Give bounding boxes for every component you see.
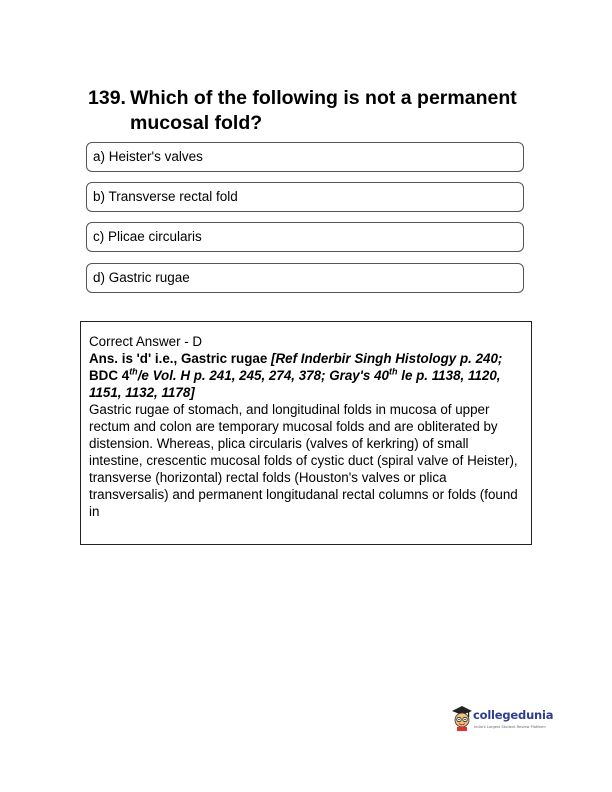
reference-3: p. 1138, 1120, 1151, 1132, 1178] — [89, 368, 501, 400]
brand-tagline: India's Largest Student Review Platform — [474, 725, 546, 729]
question — [88, 86, 528, 136]
graduate-mascot-icon — [451, 704, 473, 732]
answer-reference — [89, 350, 519, 401]
collegedunia-logo — [451, 704, 554, 734]
reference-2: /e Vol. H p. 241, 245, 274, 378; Gray's 40 — [137, 368, 389, 383]
bdc-sup: th — [129, 366, 138, 377]
option-a[interactable]: a) Heister's valves — [86, 142, 524, 172]
correct-answer: Correct Answer - D — [89, 334, 203, 349]
question-text: Which of the following is not a permanent mucosal fold? — [130, 87, 517, 134]
option-b[interactable]: b) Transverse rectal fold — [86, 182, 524, 212]
answer-prefix: Ans. is 'd' i.e., Gastric rugae — [89, 351, 271, 366]
answer-explanation: Gastric rugae of stomach, and longitudinal folds in mucosa of upper rectum and colon are temporary mucosal folds and are obliterated by distension. Whereas, plica circularis (valves of kerkring) of small intestine, crescentic mucosal folds of cystic duct (spiral valve of Heister), transverse (horizontal) rectal folds (Houston's valves or plica transversalis) and permanent longitudanal rectal columns or folds (found in — [89, 402, 518, 519]
question-number: 139. — [88, 87, 126, 109]
le-text: le — [397, 368, 413, 383]
bdc-text: BDC 4 — [89, 368, 130, 383]
brand-name: collegedunia — [473, 708, 554, 722]
option-c[interactable]: c) Plicae circularis — [86, 222, 524, 252]
reference-1: [Ref Inderbir Singh Histology p. 240; — [271, 351, 503, 366]
gray-sup: th — [389, 366, 398, 377]
answer-box — [80, 321, 532, 545]
option-d[interactable]: d) Gastric rugae — [86, 263, 524, 293]
